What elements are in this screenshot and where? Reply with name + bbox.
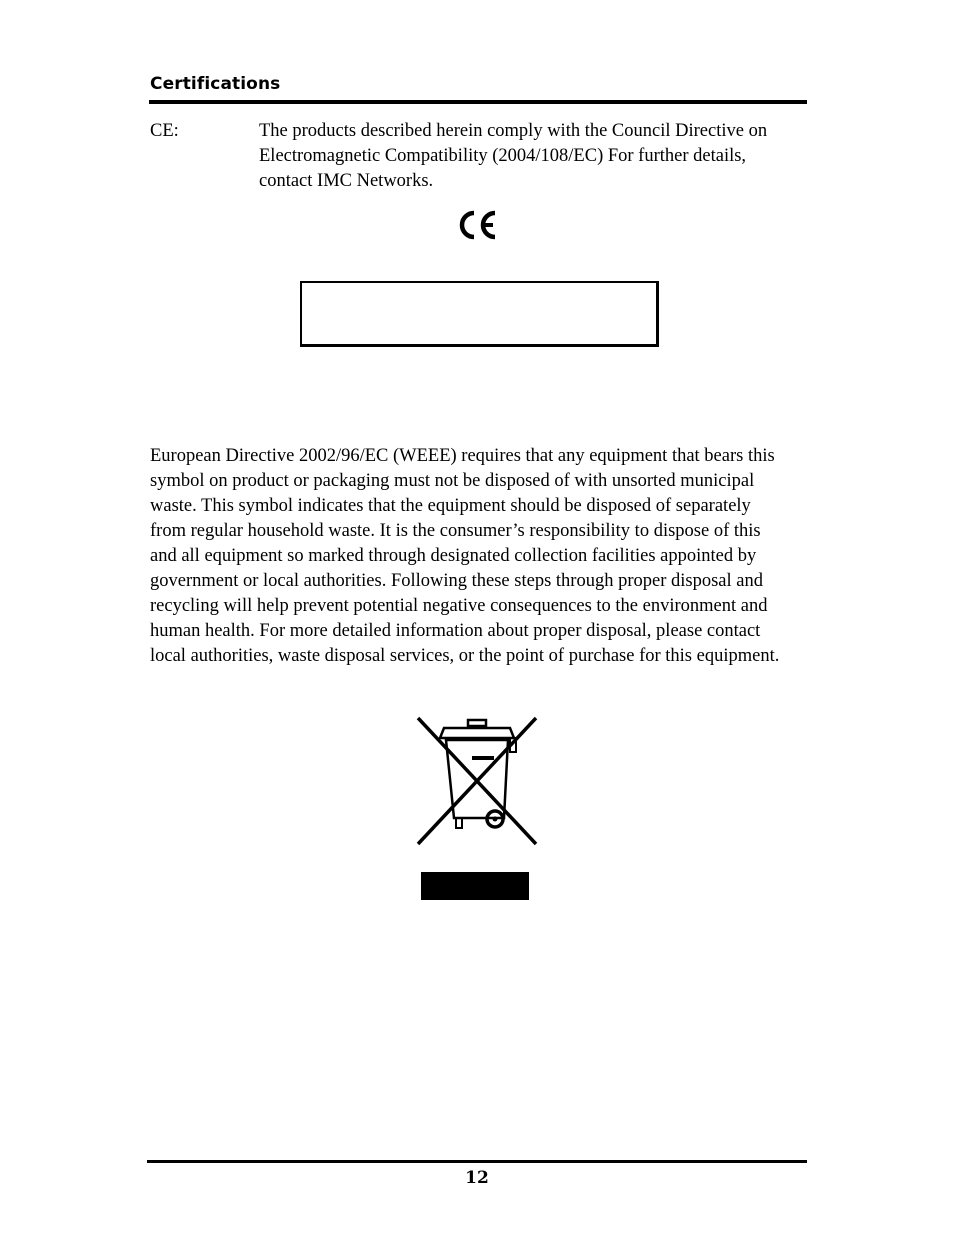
crossed-out-wheelie-bin-icon bbox=[414, 714, 540, 904]
section-title: Certifications bbox=[150, 74, 281, 94]
weee-line: government or local authorities. Following these steps through proper disposal and bbox=[150, 571, 763, 591]
weee-line: European Directive 2002/96/EC (WEEE) requires that any equipment that bears this bbox=[150, 446, 775, 466]
bottom-divider bbox=[147, 1160, 807, 1163]
weee-line: human health. For more detailed information about proper disposal, please contact bbox=[150, 621, 761, 641]
weee-line: from regular household waste. It is the consumer’s responsibility to dispose of this bbox=[150, 521, 761, 541]
ce-compliance-text: The products described herein comply with the Council Directive on Electromagnetic Compatibility (2004/108/EC) For further details, contact IMC Networks. bbox=[259, 121, 768, 191]
weee-line: recycling will help prevent potential negative consequences to the environment and bbox=[150, 596, 768, 616]
weee-line: and all equipment so marked through designated collection facilities appointed by bbox=[150, 546, 757, 566]
weee-paragraph bbox=[150, 444, 810, 669]
page-number: 12 bbox=[465, 1168, 489, 1188]
weee-line: symbol on product or packaging must not be disposed of with unsorted municipal bbox=[150, 471, 755, 491]
blank-box bbox=[300, 281, 659, 347]
weee-line: local authorities, waste disposal services, or the point of purchase for this equipment. bbox=[150, 646, 780, 666]
ce-mark-icon bbox=[455, 208, 499, 242]
ce-label: CE: bbox=[150, 121, 179, 141]
weee-line: waste. This symbol indicates that the equipment should be disposed of separately bbox=[150, 496, 751, 516]
top-divider bbox=[149, 100, 807, 104]
